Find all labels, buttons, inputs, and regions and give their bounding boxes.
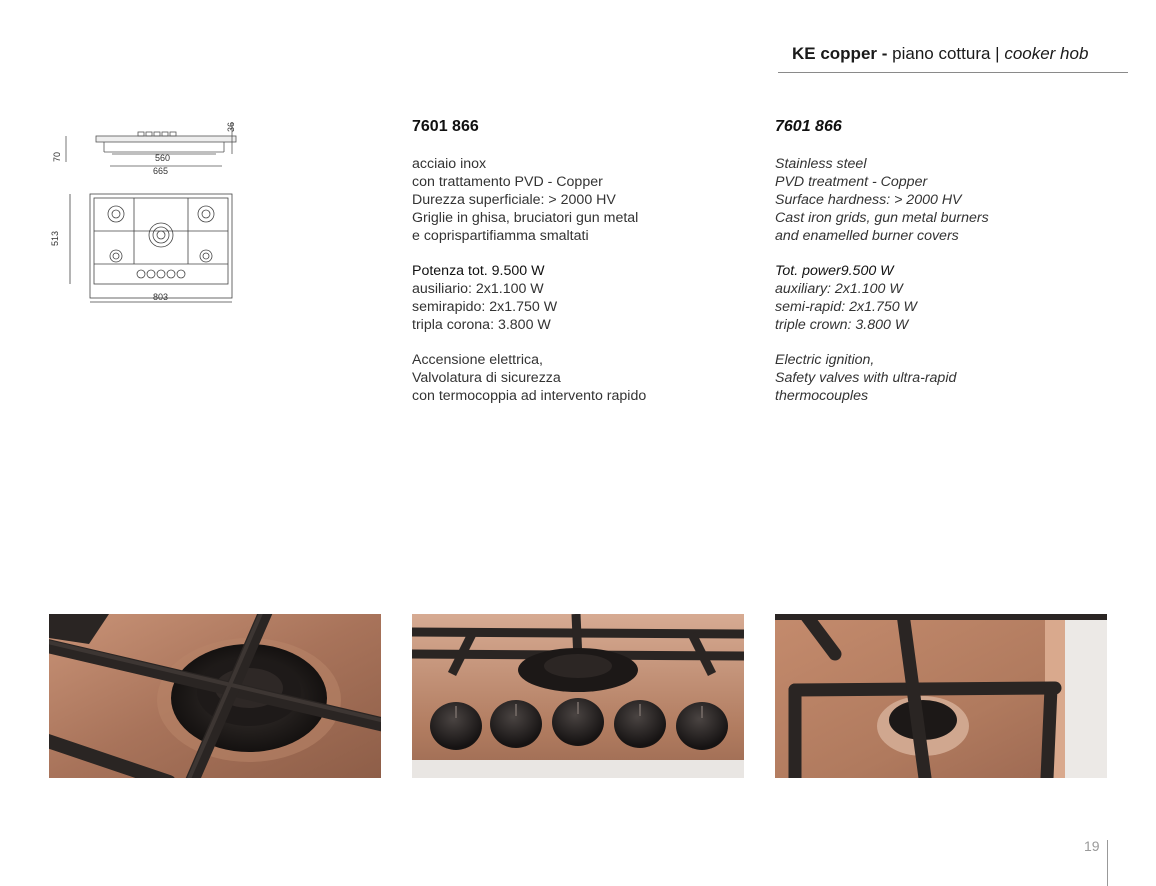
english-product-code: 7601 866 (775, 118, 842, 135)
english-material-line: Cast iron grids, gun metal burners (775, 210, 989, 226)
header-separator: | (990, 44, 1005, 63)
header-english-label: cooker hob (1004, 44, 1089, 63)
italian-power-title: Potenza tot. 9.500 W (412, 263, 545, 279)
italian-ignition-line: Accensione elettrica, (412, 352, 543, 368)
dimension-36 (226, 122, 236, 132)
photo-control-knobs (412, 614, 744, 778)
english-power-line: semi-rapid: 2x1.750 W (775, 299, 917, 315)
photo-grid-corner (775, 614, 1107, 778)
header-divider (778, 72, 1128, 73)
header-italian-label: piano cottura (892, 44, 991, 63)
italian-material-line: con trattamento PVD - Copper (412, 174, 603, 190)
dim-width-top: 665 (153, 166, 169, 176)
english-material-line: PVD treatment - Copper (775, 174, 928, 190)
photo-burner-closeup (49, 614, 381, 778)
dim-height: 70 (52, 151, 62, 162)
english-power-line: triple crown: 3.800 W (775, 317, 909, 333)
english-ignition-line: Electric ignition, (775, 352, 875, 368)
italian-material-line: e coprispartifiamma smaltati (412, 228, 589, 244)
page-number-divider (1107, 840, 1108, 886)
english-material-line: Stainless steel (775, 156, 867, 172)
italian-ignition-line: con termocoppia ad intervento rapido (412, 388, 647, 404)
italian-power-line: ausiliario: 2x1.100 W (412, 281, 544, 297)
english-power-title: Tot. power9.500 W (775, 263, 894, 279)
technical-drawing (44, 114, 244, 304)
english-power-line: auxiliary: 2x1.100 W (775, 281, 903, 297)
italian-material-line: Griglie in ghisa, bruciatori gun metal (412, 210, 639, 226)
italian-product-code: 7601 866 (412, 118, 479, 135)
italian-power-line: semirapido: 2x1.750 W (412, 299, 558, 315)
dim-cutout-width: 560 (155, 153, 171, 163)
english-ignition-line: Safety valves with ultra-rapid (775, 370, 957, 386)
page-number: 19 (1084, 838, 1100, 854)
english-ignition-line: thermocouples (775, 388, 869, 404)
dimension-70 (52, 152, 62, 162)
italian-material-line: acciaio inox (412, 156, 487, 172)
header-product: KE copper (792, 44, 878, 63)
italian-ignition-line: Valvolatura di sicurezza (412, 370, 561, 386)
header-dash: - (877, 44, 893, 63)
italian-specs (412, 118, 646, 405)
page-header (792, 44, 1088, 64)
dim-width: 803 (153, 292, 169, 302)
english-material-line: and enamelled burner covers (775, 228, 959, 244)
english-specs (775, 118, 989, 405)
italian-material-line: Durezza superficiale: > 2000 HV (412, 192, 616, 208)
dim-depth-top: 36 (226, 121, 236, 132)
italian-power-line: tripla corona: 3.800 W (412, 317, 551, 333)
dim-depth: 513 (50, 230, 60, 246)
english-material-line: Surface hardness: > 2000 HV (775, 192, 962, 208)
